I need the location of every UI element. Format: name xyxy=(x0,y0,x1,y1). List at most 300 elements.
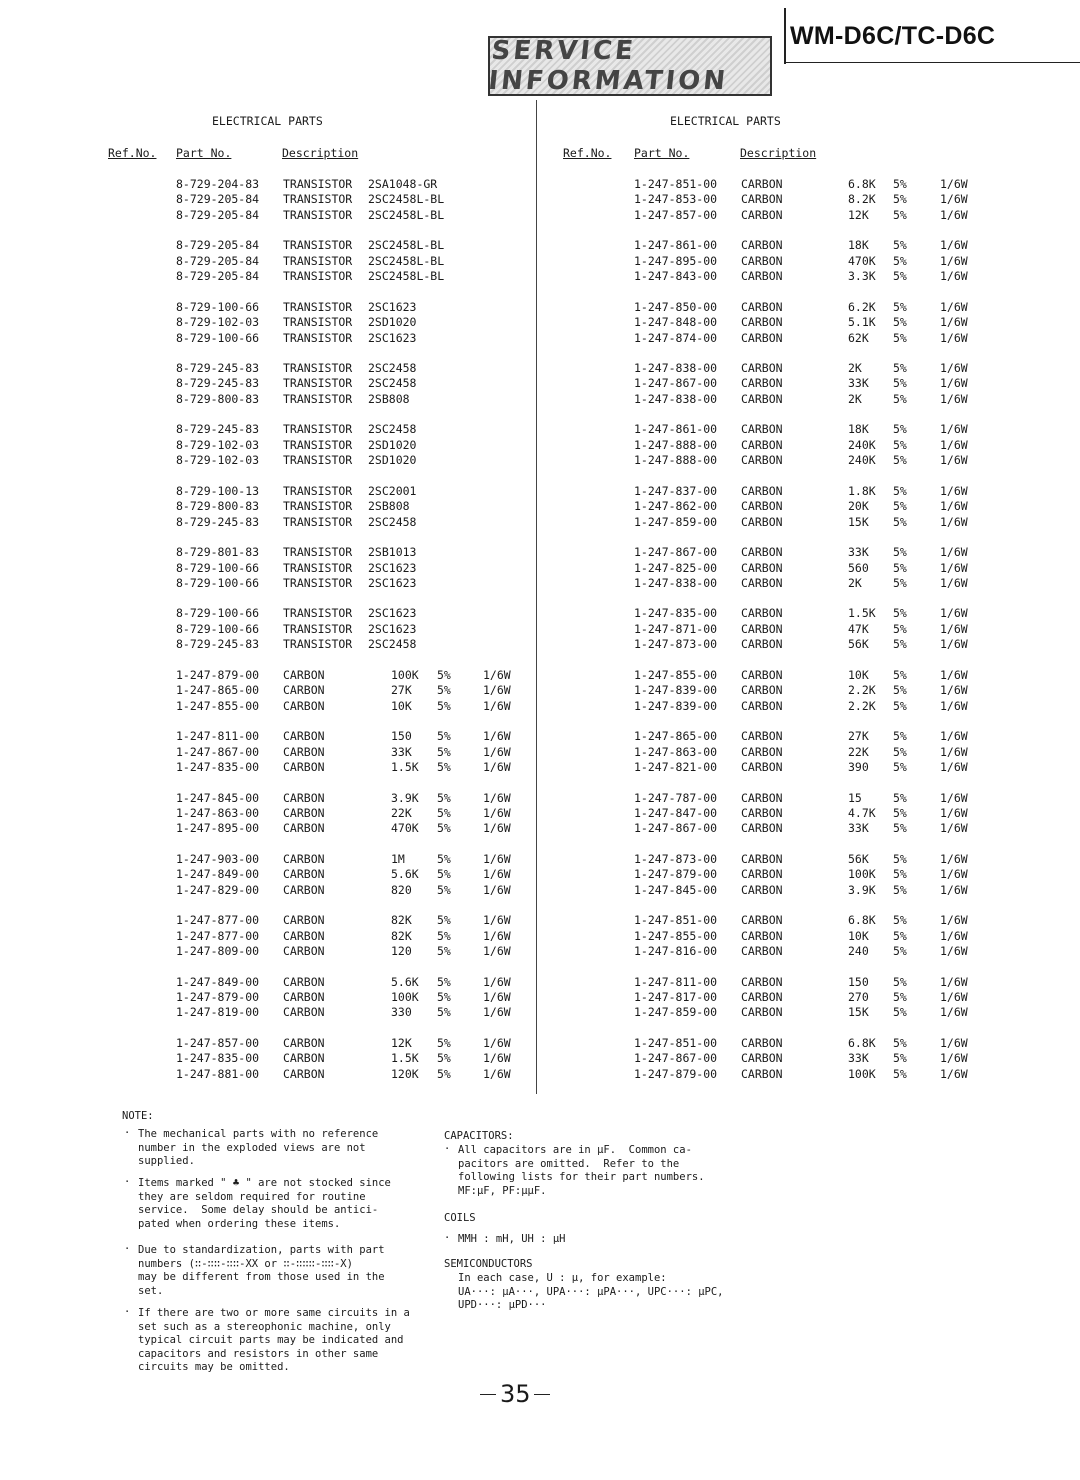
cell-wattage: 1/6W xyxy=(940,253,968,268)
cell-desc: TRANSISTOR xyxy=(283,315,353,330)
cell-part-no: 1-247-861-00 xyxy=(634,422,718,437)
cell-part-no: 1-247-839-00 xyxy=(634,698,718,713)
cell-value: 470K xyxy=(848,253,876,268)
cell-tolerance: 5% xyxy=(893,744,907,759)
cell-tolerance: 5% xyxy=(437,944,451,958)
cell-desc: CARBON xyxy=(741,376,783,391)
cell-value: 22K xyxy=(848,744,869,759)
cell-desc: CARBON xyxy=(283,882,325,897)
cell-part-no: 1-247-863-00 xyxy=(176,805,260,820)
cell-wattage: 1/6W xyxy=(483,744,511,759)
coils-title: COILS xyxy=(444,1212,476,1224)
left-header-part: Part No. xyxy=(176,146,232,160)
cell-part-no: 1-247-839-00 xyxy=(634,683,718,698)
cell-tolerance: 5% xyxy=(893,974,907,989)
cell-desc: CARBON xyxy=(741,514,783,529)
cell-wattage: 1/6W xyxy=(483,821,511,836)
cell-desc: CARBON xyxy=(741,989,783,1004)
cell-part-no: 1-247-865-00 xyxy=(634,729,718,744)
cell-tolerance: 5% xyxy=(893,928,907,943)
cell-desc: CARBON xyxy=(741,330,783,345)
cell-value: 1.5K xyxy=(391,1051,419,1066)
cell-value: 390 xyxy=(848,759,869,774)
cell-wattage: 1/6W xyxy=(483,759,511,774)
cell-wattage: 1/6W xyxy=(940,667,968,682)
cell-type: 2SC2458 xyxy=(368,514,417,529)
cell-desc: TRANSISTOR xyxy=(283,192,353,207)
cell-tolerance: 5% xyxy=(893,683,907,698)
cell-tolerance: 5% xyxy=(893,330,907,345)
cell-tolerance: 5% xyxy=(437,698,451,713)
cell-wattage: 1/6W xyxy=(940,207,968,222)
cell-part-no: 1-247-873-00 xyxy=(634,637,718,652)
cell-wattage: 1/6W xyxy=(940,376,968,391)
cell-wattage: 1/6W xyxy=(940,238,968,253)
cell-part-no: 1-247-867-00 xyxy=(176,744,260,759)
cell-wattage: 1/6W xyxy=(483,989,511,1004)
cell-wattage: 1/6W xyxy=(483,974,511,989)
cell-value: 10K xyxy=(848,667,869,682)
cell-desc: TRANSISTOR xyxy=(283,253,353,268)
cell-wattage: 1/6W xyxy=(940,315,968,330)
cell-part-no: 1-247-851-00 xyxy=(634,177,718,191)
cell-part-no: 1-247-855-00 xyxy=(176,698,260,713)
cell-desc: CARBON xyxy=(283,667,325,682)
cell-tolerance: 5% xyxy=(893,207,907,222)
right-header-desc: Description xyxy=(740,146,817,160)
cell-value: 12K xyxy=(848,207,869,222)
cell-desc: TRANSISTOR xyxy=(283,422,353,437)
cell-wattage: 1/6W xyxy=(940,422,968,437)
cell-desc: CARBON xyxy=(741,1035,783,1050)
left-header-ref: Ref.No. xyxy=(108,146,157,160)
cell-part-no: 1-247-787-00 xyxy=(634,790,718,805)
cell-wattage: 1/6W xyxy=(940,330,968,345)
cell-part-no: 8-729-800-83 xyxy=(176,499,260,514)
cell-tolerance: 5% xyxy=(437,1066,451,1081)
cell-tolerance: 5% xyxy=(437,683,451,698)
cell-value: 18K xyxy=(848,238,869,253)
cell-desc: CARBON xyxy=(741,637,783,652)
note-bullet: · xyxy=(444,1143,451,1155)
cell-tolerance: 5% xyxy=(893,989,907,1004)
cell-value: 10K xyxy=(848,928,869,943)
cell-desc: TRANSISTOR xyxy=(283,269,353,284)
cell-type: 2SD1020 xyxy=(368,437,417,452)
cell-part-no: 1-247-857-00 xyxy=(176,1035,260,1050)
cell-wattage: 1/6W xyxy=(940,944,968,958)
cell-part-no: 1-247-877-00 xyxy=(176,913,260,928)
left-section-title: ELECTRICAL PARTS xyxy=(212,114,323,128)
cell-desc: TRANSISTOR xyxy=(283,606,353,621)
cell-tolerance: 5% xyxy=(893,483,907,498)
cell-part-no: 8-729-800-83 xyxy=(176,391,260,406)
cell-wattage: 1/6W xyxy=(940,989,968,1004)
cell-part-no: 1-247-843-00 xyxy=(634,269,718,284)
cell-tolerance: 5% xyxy=(893,177,907,191)
cell-value: 240K xyxy=(848,437,876,452)
cell-tolerance: 5% xyxy=(893,606,907,621)
cell-wattage: 1/6W xyxy=(940,499,968,514)
cell-wattage: 1/6W xyxy=(940,453,968,468)
cell-desc: CARBON xyxy=(283,1066,325,1081)
cell-value: 10K xyxy=(391,698,412,713)
cell-type: 2SD1020 xyxy=(368,453,417,468)
cell-part-no: 1-247-838-00 xyxy=(634,361,718,376)
cell-desc: CARBON xyxy=(283,805,325,820)
cell-wattage: 1/6W xyxy=(483,729,511,744)
cell-tolerance: 5% xyxy=(893,698,907,713)
cell-type: 2SC2458 xyxy=(368,376,417,391)
cell-value: 33K xyxy=(848,1051,869,1066)
cell-value: 150 xyxy=(848,974,869,989)
cell-tolerance: 5% xyxy=(893,621,907,636)
cell-value: 6.8K xyxy=(848,1035,876,1050)
cell-wattage: 1/6W xyxy=(483,1051,511,1066)
cell-tolerance: 5% xyxy=(437,1005,451,1020)
cell-value: 6.2K xyxy=(848,299,876,314)
cell-desc: CARBON xyxy=(741,545,783,560)
cell-desc: CARBON xyxy=(741,821,783,836)
cell-desc: CARBON xyxy=(741,851,783,866)
cell-part-no: 1-247-867-00 xyxy=(634,1051,718,1066)
cell-desc: TRANSISTOR xyxy=(283,330,353,345)
cell-value: 1M xyxy=(391,851,405,866)
cell-value: 2.2K xyxy=(848,683,876,698)
cell-part-no: 1-247-850-00 xyxy=(634,299,718,314)
cell-part-no: 1-247-848-00 xyxy=(634,315,718,330)
cell-tolerance: 5% xyxy=(893,913,907,928)
cell-wattage: 1/6W xyxy=(940,269,968,284)
cell-wattage: 1/6W xyxy=(940,683,968,698)
cell-tolerance: 5% xyxy=(893,729,907,744)
cell-desc: CARBON xyxy=(741,177,783,191)
cell-value: 1.5K xyxy=(848,606,876,621)
cell-tolerance: 5% xyxy=(893,637,907,652)
cell-part-no: 1-247-835-00 xyxy=(176,1051,260,1066)
capacitors-text: All capacitors are in μF. Common ca- pacitors are omitted. Refer to the following lists for their part numbers. MF:μF, PF:μμF. xyxy=(458,1144,705,1197)
cell-part-no: 1-247-873-00 xyxy=(634,851,718,866)
cell-part-no: 8-729-100-66 xyxy=(176,606,260,621)
cell-wattage: 1/6W xyxy=(940,851,968,866)
cell-part-no: 1-247-888-00 xyxy=(634,453,718,468)
cell-tolerance: 5% xyxy=(893,575,907,590)
cell-desc: CARBON xyxy=(741,974,783,989)
cell-value: 120 xyxy=(391,944,412,958)
cell-desc: TRANSISTOR xyxy=(283,391,353,406)
cell-tolerance: 5% xyxy=(437,805,451,820)
cell-part-no: 1-247-879-00 xyxy=(634,867,718,882)
cell-part-no: 1-247-819-00 xyxy=(176,1005,260,1020)
cell-tolerance: 5% xyxy=(893,269,907,284)
cell-desc: CARBON xyxy=(741,805,783,820)
cell-part-no: 8-729-100-66 xyxy=(176,575,260,590)
cell-wattage: 1/6W xyxy=(940,1005,968,1020)
cell-desc: CARBON xyxy=(283,759,325,774)
cell-part-no: 8-729-205-84 xyxy=(176,192,260,207)
cell-desc: CARBON xyxy=(741,667,783,682)
stamp-text: SERVICE INFORMATION xyxy=(486,36,730,96)
cell-type: 2SC2458 xyxy=(368,361,417,376)
cell-part-no: 1-247-871-00 xyxy=(634,621,718,636)
cell-part-no: 1-247-851-00 xyxy=(634,913,718,928)
cell-wattage: 1/6W xyxy=(483,667,511,682)
cell-desc: CARBON xyxy=(741,361,783,376)
cell-value: 100K xyxy=(848,1066,876,1081)
cell-wattage: 1/6W xyxy=(940,882,968,897)
cell-desc: TRANSISTOR xyxy=(283,361,353,376)
page-number-dash-right xyxy=(534,1394,550,1395)
cell-value: 12K xyxy=(391,1035,412,1050)
cell-value: 33K xyxy=(391,744,412,759)
cell-part-no: 1-247-865-00 xyxy=(176,683,260,698)
cell-part-no: 8-729-205-84 xyxy=(176,238,260,253)
cell-wattage: 1/6W xyxy=(940,928,968,943)
cell-type: 2SC1623 xyxy=(368,606,417,621)
cell-desc: CARBON xyxy=(283,913,325,928)
cell-wattage: 1/6W xyxy=(483,1005,511,1020)
cell-part-no: 8-729-801-83 xyxy=(176,545,260,560)
cell-wattage: 1/6W xyxy=(483,698,511,713)
note-bullet: · xyxy=(124,1176,131,1188)
cell-type: 2SB1013 xyxy=(368,545,417,560)
page-number-dash-left xyxy=(480,1394,496,1395)
cell-desc: CARBON xyxy=(741,483,783,498)
cell-value: 1.8K xyxy=(848,483,876,498)
cell-desc: TRANSISTOR xyxy=(283,437,353,452)
cell-desc: CARBON xyxy=(741,744,783,759)
cell-wattage: 1/6W xyxy=(940,299,968,314)
cell-part-no: 1-247-855-00 xyxy=(634,667,718,682)
cell-wattage: 1/6W xyxy=(940,483,968,498)
cell-type: 2SB808 xyxy=(368,391,410,406)
cell-wattage: 1/6W xyxy=(940,913,968,928)
cell-desc: CARBON xyxy=(741,575,783,590)
cell-wattage: 1/6W xyxy=(940,821,968,836)
cell-tolerance: 5% xyxy=(437,1035,451,1050)
cell-part-no: 8-729-205-84 xyxy=(176,207,260,222)
cell-value: 8.2K xyxy=(848,192,876,207)
cell-desc: TRANSISTOR xyxy=(283,238,353,253)
cell-value: 15 xyxy=(848,790,862,805)
cell-value: 820 xyxy=(391,882,412,897)
cell-wattage: 1/6W xyxy=(483,851,511,866)
cell-wattage: 1/6W xyxy=(940,974,968,989)
cell-value: 15K xyxy=(848,1005,869,1020)
cell-tolerance: 5% xyxy=(893,851,907,866)
cell-value: 6.8K xyxy=(848,177,876,191)
cell-wattage: 1/6W xyxy=(940,391,968,406)
cell-value: 5.6K xyxy=(391,867,419,882)
cell-value: 2K xyxy=(848,575,862,590)
cell-part-no: 8-729-100-66 xyxy=(176,299,260,314)
cell-tolerance: 5% xyxy=(893,882,907,897)
cell-value: 56K xyxy=(848,637,869,652)
cell-part-no: 1-247-859-00 xyxy=(634,514,718,529)
cell-desc: CARBON xyxy=(741,299,783,314)
cell-wattage: 1/6W xyxy=(483,683,511,698)
cell-type: 2SB808 xyxy=(368,499,410,514)
cell-wattage: 1/6W xyxy=(940,637,968,652)
cell-wattage: 1/6W xyxy=(940,177,968,191)
right-header-ref: Ref.No. xyxy=(563,146,612,160)
cell-tolerance: 5% xyxy=(437,821,451,836)
cell-tolerance: 5% xyxy=(893,391,907,406)
cell-type: 2SC1623 xyxy=(368,330,417,345)
cell-desc: CARBON xyxy=(741,1066,783,1081)
cell-tolerance: 5% xyxy=(437,667,451,682)
cell-desc: CARBON xyxy=(283,928,325,943)
cell-part-no: 1-247-879-00 xyxy=(176,667,260,682)
cell-wattage: 1/6W xyxy=(940,805,968,820)
cell-desc: TRANSISTOR xyxy=(283,621,353,636)
cell-wattage: 1/6W xyxy=(483,1066,511,1081)
cell-value: 62K xyxy=(848,330,869,345)
cell-desc: CARBON xyxy=(741,499,783,514)
capacitors-title: CAPACITORS: xyxy=(444,1130,514,1142)
cell-tolerance: 5% xyxy=(437,744,451,759)
cell-part-no: 1-247-838-00 xyxy=(634,391,718,406)
page-number: 35 xyxy=(500,1380,531,1408)
cell-tolerance: 5% xyxy=(893,1035,907,1050)
note-item-1: The mechanical parts with no reference number in the exploded views are not supplied. xyxy=(138,1128,379,1167)
note-bullet: · xyxy=(124,1306,131,1318)
cell-part-no: 1-247-811-00 xyxy=(176,729,260,744)
cell-tolerance: 5% xyxy=(893,238,907,253)
cell-value: 5.1K xyxy=(848,315,876,330)
cell-value: 560 xyxy=(848,560,869,575)
cell-desc: CARBON xyxy=(741,928,783,943)
cell-part-no: 8-729-100-66 xyxy=(176,621,260,636)
note-item-4: If there are two or more same circuits in a set such as a stereophonic machine, only typical circuit parts may be indicated and capacitors and resistors in other same circuits may be omitted. xyxy=(138,1307,410,1373)
cell-tolerance: 5% xyxy=(893,499,907,514)
cell-desc: CARBON xyxy=(741,437,783,452)
cell-part-no: 1-247-838-00 xyxy=(634,575,718,590)
cell-wattage: 1/6W xyxy=(940,744,968,759)
cell-desc: CARBON xyxy=(283,744,325,759)
cell-part-no: 1-247-862-00 xyxy=(634,499,718,514)
cell-part-no: 1-247-849-00 xyxy=(176,974,260,989)
semiconductors-text: In each case, U : μ, for example: UA···: μA···, UPA···: μPA···, UPC···: μPC, UPD···: μPD··· xyxy=(458,1272,724,1311)
cell-tolerance: 5% xyxy=(437,790,451,805)
cell-value: 27K xyxy=(391,683,412,698)
cell-part-no: 1-247-877-00 xyxy=(176,928,260,943)
cell-type: 2SC2458 xyxy=(368,637,417,652)
cell-value: 270 xyxy=(848,989,869,1004)
cell-wattage: 1/6W xyxy=(940,759,968,774)
cell-part-no: 1-247-874-00 xyxy=(634,330,718,345)
cell-tolerance: 5% xyxy=(893,545,907,560)
cell-tolerance: 5% xyxy=(893,867,907,882)
cell-type: 2SC2458L-BL xyxy=(368,207,445,222)
cell-part-no: 8-729-245-83 xyxy=(176,514,260,529)
cell-part-no: 8-729-245-83 xyxy=(176,637,260,652)
header-rule-vertical xyxy=(784,8,786,64)
cell-wattage: 1/6W xyxy=(940,698,968,713)
cell-value: 33K xyxy=(848,545,869,560)
cell-part-no: 1-247-881-00 xyxy=(176,1066,260,1081)
cell-wattage: 1/6W xyxy=(483,1035,511,1050)
cell-value: 33K xyxy=(848,821,869,836)
cell-type: 2SC2001 xyxy=(368,483,417,498)
cell-part-no: 8-729-245-83 xyxy=(176,422,260,437)
cell-tolerance: 5% xyxy=(893,192,907,207)
cell-desc: TRANSISTOR xyxy=(283,376,353,391)
cell-wattage: 1/6W xyxy=(940,867,968,882)
cell-part-no: 1-247-895-00 xyxy=(176,821,260,836)
cell-tolerance: 5% xyxy=(893,1066,907,1081)
cell-type: 2SC2458L-BL xyxy=(368,269,445,284)
cell-tolerance: 5% xyxy=(893,422,907,437)
cell-type: 2SC2458 xyxy=(368,422,417,437)
cell-tolerance: 5% xyxy=(893,437,907,452)
cell-desc: TRANSISTOR xyxy=(283,207,353,222)
cell-part-no: 1-247-845-00 xyxy=(176,790,260,805)
cell-desc: CARBON xyxy=(741,621,783,636)
cell-tolerance: 5% xyxy=(893,315,907,330)
header-rule-horizontal xyxy=(784,62,1080,63)
cell-desc: CARBON xyxy=(741,606,783,621)
cell-desc: TRANSISTOR xyxy=(283,637,353,652)
cell-tolerance: 5% xyxy=(437,974,451,989)
cell-type: 2SC1623 xyxy=(368,299,417,314)
cell-desc: CARBON xyxy=(283,1035,325,1050)
cell-part-no: 8-729-205-84 xyxy=(176,269,260,284)
cell-value: 100K xyxy=(391,989,419,1004)
cell-desc: CARBON xyxy=(283,974,325,989)
cell-desc: TRANSISTOR xyxy=(283,453,353,468)
cell-desc: TRANSISTOR xyxy=(283,560,353,575)
cell-wattage: 1/6W xyxy=(940,361,968,376)
cell-value: 330 xyxy=(391,1005,412,1020)
cell-desc: CARBON xyxy=(283,698,325,713)
cell-desc: CARBON xyxy=(283,944,325,958)
cell-part-no: 1-247-821-00 xyxy=(634,759,718,774)
service-information-logo xyxy=(488,36,772,96)
cell-tolerance: 5% xyxy=(437,729,451,744)
cell-value: 1.5K xyxy=(391,759,419,774)
cell-desc: CARBON xyxy=(283,989,325,1004)
note-bullet: · xyxy=(444,1232,451,1244)
cell-wattage: 1/6W xyxy=(940,560,968,575)
cell-type: 2SC1623 xyxy=(368,560,417,575)
cell-part-no: 8-729-100-13 xyxy=(176,483,260,498)
cell-part-no: 8-729-204-83 xyxy=(176,177,260,191)
cell-tolerance: 5% xyxy=(437,913,451,928)
cell-desc: CARBON xyxy=(741,790,783,805)
cell-wattage: 1/6W xyxy=(940,545,968,560)
cell-wattage: 1/6W xyxy=(940,514,968,529)
cell-wattage: 1/6W xyxy=(940,606,968,621)
model-title: WM-D6C/TC-D6C xyxy=(790,22,996,50)
cell-desc: CARBON xyxy=(741,882,783,897)
cell-value: 240K xyxy=(848,453,876,468)
cell-part-no: 1-247-867-00 xyxy=(634,376,718,391)
right-header-part: Part No. xyxy=(634,146,690,160)
cell-value: 82K xyxy=(391,928,412,943)
cell-desc: CARBON xyxy=(741,453,783,468)
cell-part-no: 1-247-859-00 xyxy=(634,1005,718,1020)
cell-desc: CARBON xyxy=(741,269,783,284)
cell-value: 18K xyxy=(848,422,869,437)
cell-desc: CARBON xyxy=(741,207,783,222)
cell-value: 4.7K xyxy=(848,805,876,820)
cell-desc: CARBON xyxy=(741,944,783,958)
cell-tolerance: 5% xyxy=(437,851,451,866)
cell-type: 2SC2458L-BL xyxy=(368,238,445,253)
cell-value: 27K xyxy=(848,729,869,744)
cell-value: 3.9K xyxy=(848,882,876,897)
